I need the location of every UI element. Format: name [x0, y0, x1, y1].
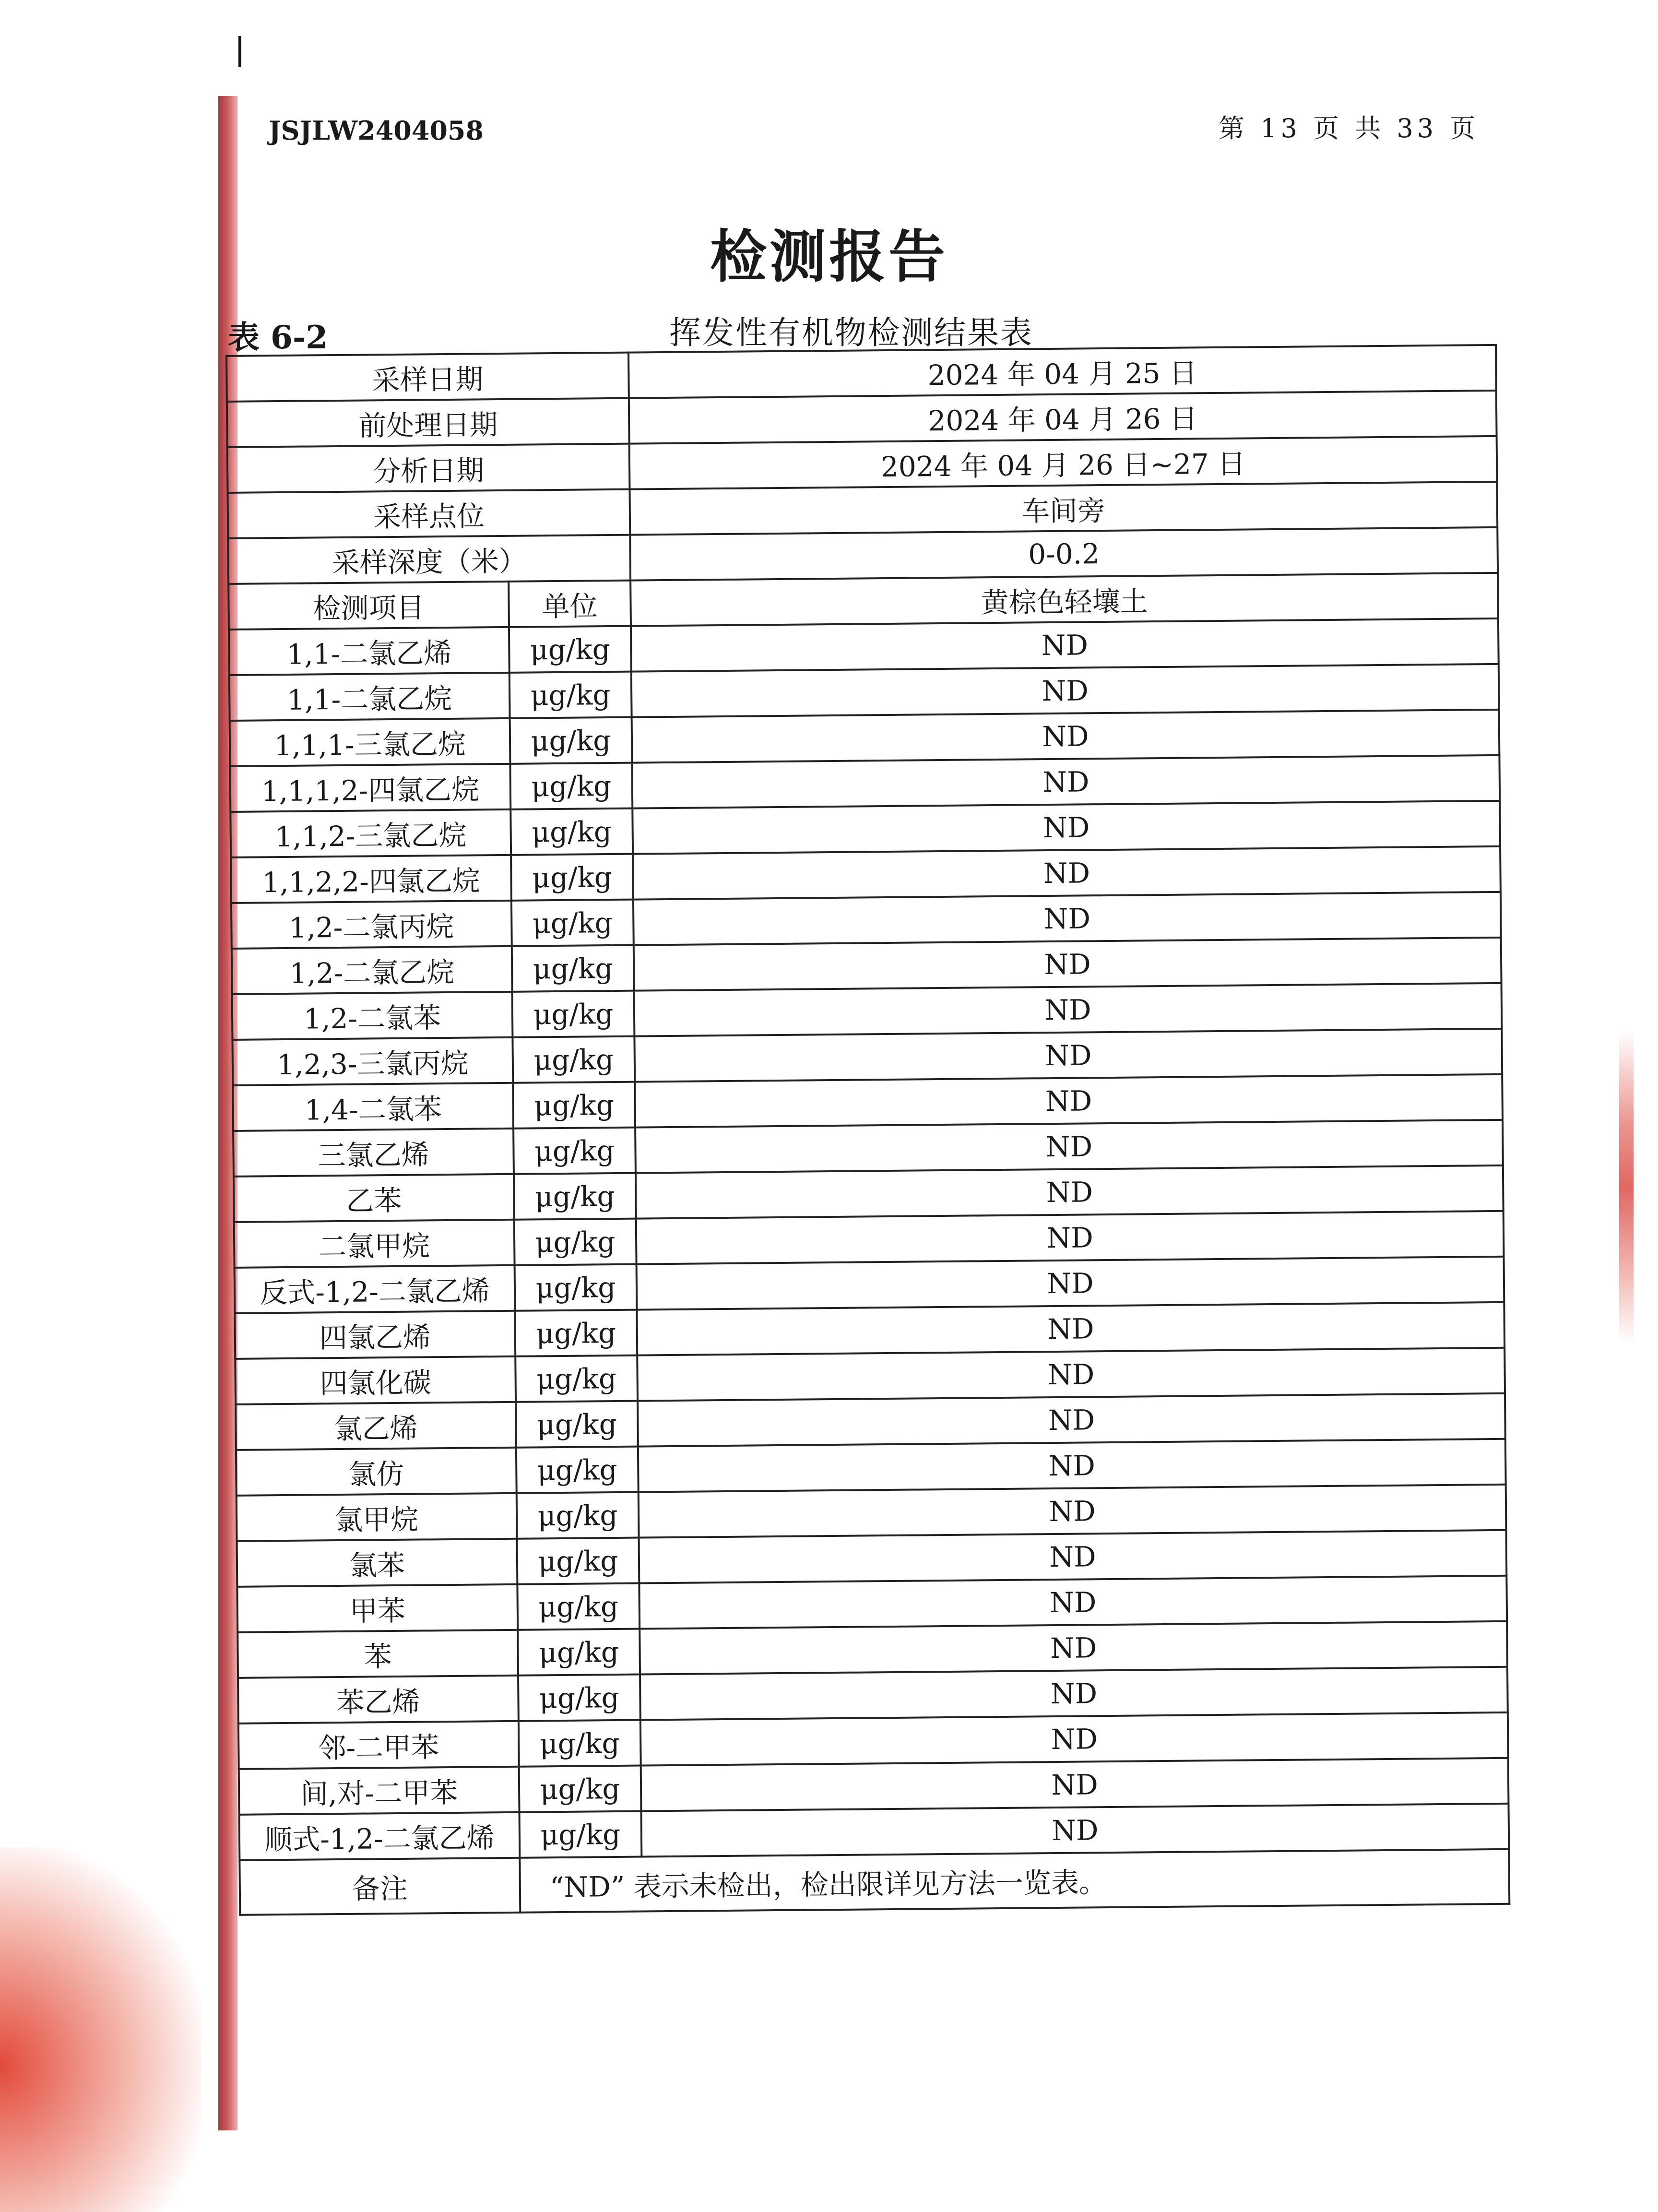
result-unit: μg/kg — [515, 1310, 637, 1356]
result-value: ND — [637, 1257, 1504, 1310]
page-number: 第 13 页 共 33 页 — [1219, 113, 1480, 143]
scan-mark — [238, 36, 241, 67]
result-item: 甲苯 — [237, 1584, 518, 1632]
info-label: 采样深度（米） — [228, 535, 630, 584]
result-value: ND — [638, 1393, 1505, 1447]
result-unit: μg/kg — [517, 1492, 639, 1539]
result-item: 1,2-二氯丙烷 — [231, 901, 512, 949]
result-value: ND — [636, 1211, 1504, 1264]
result-value: ND — [634, 938, 1502, 991]
result-item: 1,4-二氯苯 — [233, 1083, 513, 1131]
result-unit: μg/kg — [515, 1356, 638, 1402]
info-value: 2024 年 04 月 26 日 — [629, 391, 1497, 444]
result-value: ND — [631, 618, 1499, 672]
header-sample: 黄棕色轻壤土 — [630, 573, 1498, 626]
result-value: ND — [638, 1439, 1506, 1492]
result-value: ND — [637, 1302, 1504, 1356]
result-value: ND — [634, 983, 1502, 1036]
result-value: ND — [631, 664, 1499, 717]
remark-label: 备注 — [239, 1858, 520, 1915]
document-title: 检测报告 — [710, 224, 948, 290]
result-value: ND — [632, 710, 1500, 763]
result-unit: μg/kg — [512, 945, 634, 992]
result-item: 反式-1,2-二氯乙烯 — [235, 1265, 515, 1313]
result-unit: μg/kg — [519, 1720, 641, 1767]
result-item: 苯乙烯 — [238, 1676, 519, 1724]
results-table — [225, 344, 1510, 1916]
result-unit: μg/kg — [520, 1811, 642, 1858]
result-value: ND — [635, 1120, 1503, 1173]
result-item: 间,对-二甲苯 — [239, 1767, 520, 1815]
result-unit: μg/kg — [518, 1629, 640, 1676]
result-item: 氯乙烯 — [236, 1402, 516, 1450]
info-label: 分析日期 — [227, 444, 630, 493]
info-value: 车间旁 — [629, 482, 1497, 535]
result-item: 顺式-1,2-二氯乙烯 — [239, 1812, 520, 1860]
info-value: 0-0.2 — [630, 527, 1498, 581]
remark-row — [239, 1849, 1509, 1915]
info-value: 2024 年 04 月 25 日 — [628, 345, 1496, 398]
result-unit: μg/kg — [519, 1766, 641, 1812]
result-value: ND — [636, 1165, 1504, 1219]
result-item: 1,1-二氯乙烯 — [229, 627, 509, 675]
result-value: ND — [635, 1074, 1503, 1128]
result-unit: μg/kg — [513, 1128, 636, 1174]
result-value: ND — [633, 846, 1501, 900]
result-unit: μg/kg — [511, 854, 633, 901]
result-item: 二氯甲烷 — [234, 1220, 515, 1268]
result-unit: μg/kg — [510, 717, 632, 764]
result-item: 1,2-二氯苯 — [232, 992, 513, 1040]
result-unit: μg/kg — [509, 672, 632, 718]
header-unit: 单位 — [509, 581, 631, 627]
info-label: 采样日期 — [226, 353, 629, 402]
result-value: ND — [632, 801, 1500, 854]
result-value: ND — [640, 1713, 1508, 1766]
info-label: 采样点位 — [228, 489, 630, 538]
result-unit: μg/kg — [511, 900, 634, 946]
table-caption: 挥发性有机物检测结果表 — [669, 314, 1033, 351]
result-value: ND — [639, 1530, 1507, 1583]
result-value: ND — [639, 1576, 1507, 1629]
scan-artifact — [0, 1847, 201, 2212]
result-value: ND — [633, 892, 1501, 945]
result-value: ND — [634, 1029, 1502, 1082]
scan-artifact-right — [1619, 1032, 1634, 1344]
result-item: 1,2,3-三氯丙烷 — [232, 1037, 513, 1085]
result-unit: μg/kg — [515, 1264, 637, 1311]
result-unit: μg/kg — [516, 1447, 639, 1493]
result-value: ND — [632, 755, 1500, 809]
remark-text: “ND” 表示未检出，检出限详见方法一览表。 — [520, 1849, 1509, 1913]
result-unit: μg/kg — [516, 1401, 638, 1448]
result-unit: μg/kg — [510, 809, 633, 855]
result-item: 三氯乙烯 — [233, 1129, 514, 1177]
result-unit: μg/kg — [512, 991, 635, 1037]
result-unit: μg/kg — [512, 1036, 635, 1083]
results-table-body — [226, 345, 1509, 1915]
result-unit: μg/kg — [514, 1219, 637, 1265]
result-item: 乙苯 — [234, 1174, 514, 1222]
result-value: ND — [639, 1485, 1506, 1538]
result-item: 氯仿 — [236, 1448, 517, 1496]
result-value: ND — [637, 1348, 1505, 1401]
result-value: ND — [641, 1804, 1509, 1857]
result-unit: μg/kg — [517, 1583, 640, 1630]
result-value: ND — [640, 1621, 1507, 1675]
result-item: 邻-二甲苯 — [238, 1721, 519, 1769]
result-item: 苯 — [237, 1630, 518, 1678]
table-number: 表 6-2 — [228, 319, 328, 356]
result-item: 1,1,1-三氯乙烷 — [230, 718, 510, 766]
result-item: 1,1,2-三氯乙烷 — [230, 809, 511, 857]
result-item: 四氯乙烯 — [235, 1311, 515, 1359]
info-value: 2024 年 04 月 26 日~27 日 — [629, 436, 1497, 489]
header-item: 检测项目 — [228, 582, 509, 630]
result-unit: μg/kg — [518, 1675, 640, 1721]
result-unit: μg/kg — [513, 1082, 635, 1129]
result-item: 1,2-二氯乙烷 — [232, 946, 512, 994]
result-item: 1,1-二氯乙烷 — [229, 673, 510, 721]
result-unit: μg/kg — [514, 1173, 636, 1220]
result-unit: μg/kg — [509, 626, 631, 673]
result-unit: μg/kg — [510, 763, 632, 809]
result-item: 氯甲烷 — [237, 1493, 517, 1541]
info-label: 前处理日期 — [227, 398, 629, 447]
result-item: 1,1,1,2-四氯乙烷 — [230, 764, 510, 812]
result-value: ND — [640, 1667, 1508, 1720]
result-unit: μg/kg — [517, 1538, 640, 1584]
document-id: JSJLW2404058 — [269, 115, 484, 146]
result-value: ND — [641, 1758, 1509, 1811]
result-item: 四氯化碳 — [235, 1356, 516, 1404]
result-item: 氯苯 — [237, 1539, 518, 1587]
result-item: 1,1,2,2-四氯乙烷 — [231, 855, 511, 903]
